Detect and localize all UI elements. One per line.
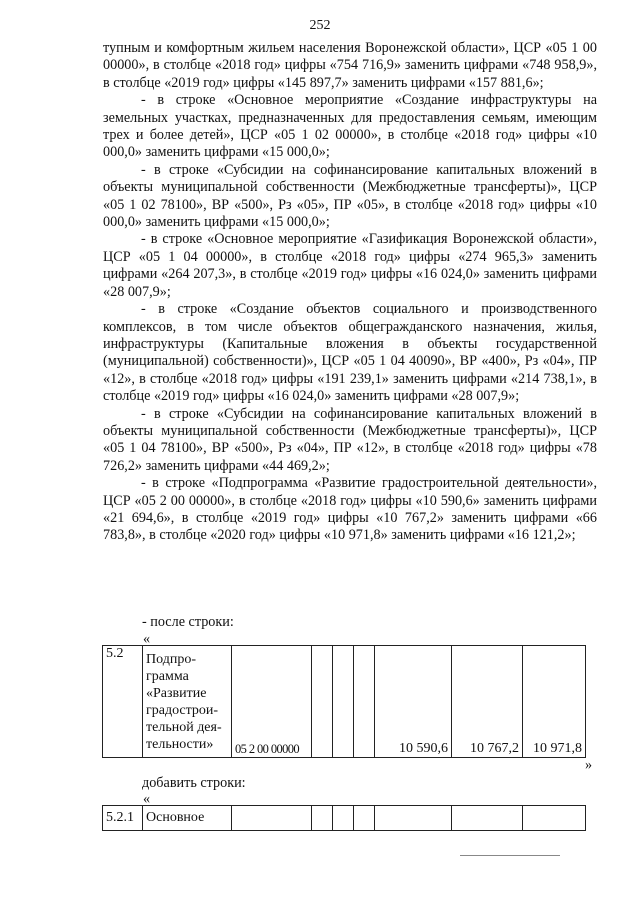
row-number: 5.2 <box>103 646 143 758</box>
pr-cell <box>354 646 375 758</box>
y2020-cell: 10 971,8 <box>523 646 586 758</box>
rz-cell <box>333 646 354 758</box>
page-number: 252 <box>309 18 331 33</box>
add-rows-label: добавить строки: <box>142 775 246 791</box>
csr-cell: 05 2 00 00000 <box>232 646 312 758</box>
budget-table <box>102 645 586 758</box>
table-row <box>103 806 586 831</box>
paragraph: - в строке «Основное мероприятие «Создание инфраструктуры на земельных участках, предназначенных для предоставления семьям, имеющим трех и более детей», ЦСР «05 1 02 00000», в столбце «2018 год» цифры «10 000,0» заменить цифрами «15 000,0»; <box>103 92 597 161</box>
y2019-cell: 10 767,2 <box>452 646 523 758</box>
row-name: Основное <box>143 806 232 831</box>
divider <box>460 855 560 856</box>
paragraph: тупным и комфортным жильем населения Воронежской области», ЦСР «05 1 00 00000», в столбце «2018 год» цифры «754 716,9» заменить цифрами «748 958,9», в столбце «2019 год» цифры «145 897,7» заменить цифрами «157 881,6»; <box>103 40 597 91</box>
after-row-label: - после строки: <box>142 614 234 630</box>
row-name: Подпро- грамма «Развитие градострои- тельной дея- тельности» <box>143 646 232 758</box>
body-text <box>103 40 597 545</box>
paragraph: - в строке «Создание объектов социального и производственного комплексов, в том числе объектов общегражданского назначения, жилья, инфраструктуры (Капитальные вложения в объекты государственной (муниципальной) собственности)», ЦСР «05 1 04 40090», ВР «400», Рз «04», ПР «12», в столбце «2018 год» цифры «191 239,1» заменить цифрами «214 738,1», в столбце «2019 год» цифры «16 024,0» заменить цифрами «28 007,9»; <box>103 301 597 405</box>
table-row <box>103 646 586 758</box>
paragraph: - в строке «Субсидии на софинансирование капитальных вложений в объекты муниципальной собственности (Межбюджетные трансферты)», ЦСР «05 1 04 78100», ВР «500», Рз «04», ПР «12», в столбце «2018 год» цифры «78 726,2» заменить цифрами «44 469,2»; <box>103 405 597 474</box>
budget-table-new <box>102 805 586 831</box>
paragraph: - в строке «Основное мероприятие «Газификация Воронежской области», ЦСР «05 1 04 00000», в столбце «2018 год» цифры «274 965,3» заменить цифрами «264 207,3», в столбце «2019 год» цифры «16 024,0» заменить цифрами «28 007,9»; <box>103 231 597 300</box>
paragraph: - в строке «Субсидии на софинансирование капитальных вложений в объекты муниципальной собственности (Межбюджетные трансферты)», ЦСР «05 1 02 78100», ВР «500», Рз «05», ПР «05», в столбце «2018 год» цифры «10 000,0» заменить цифрами «15 000,0»; <box>103 161 597 231</box>
open-quote: « <box>143 791 151 807</box>
row-number: 5.2.1 <box>103 806 143 831</box>
close-quote: » <box>585 757 593 773</box>
paragraph: - в строке «Подпрограмма «Развитие градостроительной деятельности», ЦСР «05 2 00 00000», в столбце «2018 год» цифры «10 590,6» заменить цифрами «21 694,6», в столбце «2019 год» цифры «10 767,2» заменить цифрами «66 783,8», в столбце «2020 год» цифры «10 971,8» заменить цифрами «16 121,2»; <box>103 475 597 544</box>
open-quote: « <box>143 631 151 647</box>
y2018-cell: 10 590,6 <box>375 646 452 758</box>
vr-cell <box>312 646 333 758</box>
